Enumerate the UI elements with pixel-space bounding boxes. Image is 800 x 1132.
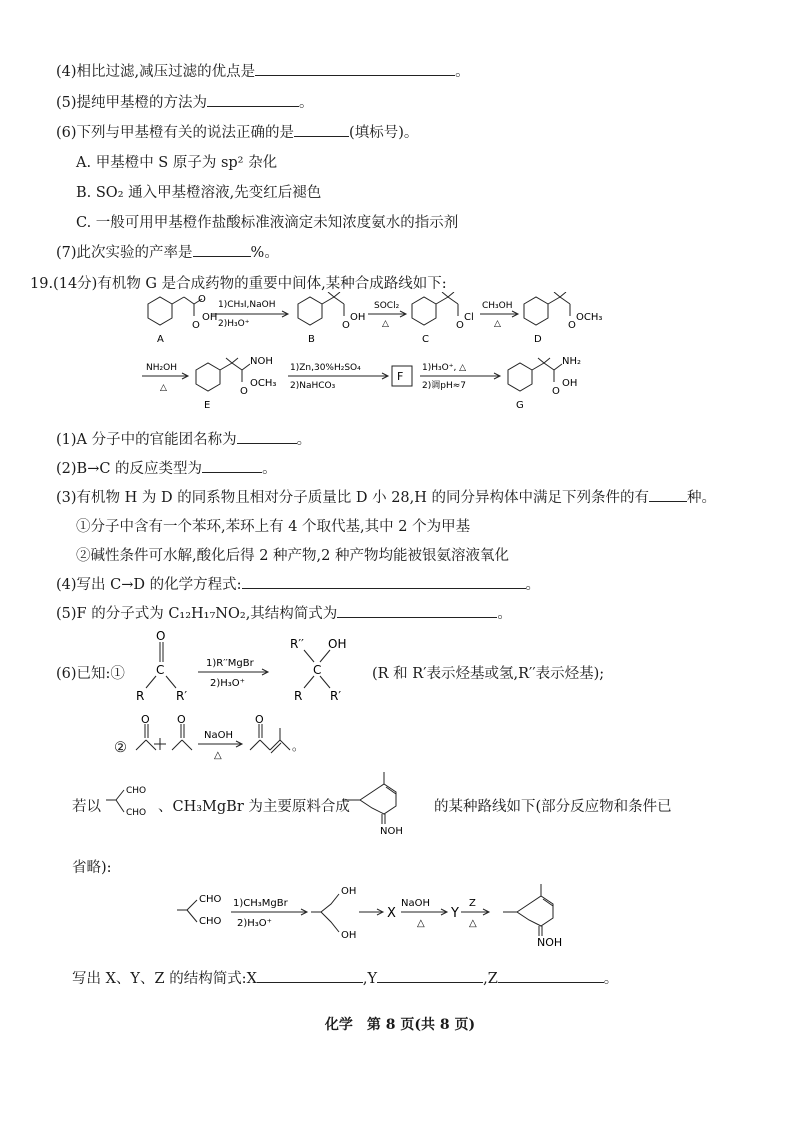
label-d: D xyxy=(534,334,542,345)
q19-sub6-if4: 省略): xyxy=(72,860,112,876)
route-cho-1: CHO xyxy=(199,894,222,905)
g-o: O xyxy=(552,386,560,397)
step2-heat: △ xyxy=(382,319,389,329)
route-heat-1: △ xyxy=(417,918,425,929)
alcohol-oh: OH xyxy=(328,637,347,651)
label-a: A xyxy=(157,334,164,345)
q19-sub6-if: 若以 xyxy=(72,799,101,815)
dialdehyde-cho-1: CHO xyxy=(126,786,147,796)
benzene-ring-a xyxy=(148,297,172,325)
step5-cond-2: 2)NaHCO₃ xyxy=(290,381,336,391)
q19-sub6-if3: 的某种路线如下(部分反应物和条件已 xyxy=(434,799,672,815)
c-o: O xyxy=(456,320,464,331)
step3-heat: △ xyxy=(494,319,501,329)
e-och3: OCH₃ xyxy=(250,378,277,389)
target-oxime-structure xyxy=(340,770,430,836)
label-b: B xyxy=(308,334,315,345)
box-f-label: F xyxy=(397,370,404,383)
dialdehyde-structure xyxy=(104,780,160,822)
label-e: E xyxy=(204,400,211,411)
route-cho-2: CHO xyxy=(199,916,222,927)
route-x: X xyxy=(387,906,396,921)
q19-final: 写出 X、Y、Z 的结构简式:X ,Y ,Z 。 xyxy=(72,967,618,988)
e-o: O xyxy=(240,386,248,397)
step1-cond-2: 2)H₃O⁺ xyxy=(218,319,250,329)
e-noh: NOH xyxy=(250,356,273,367)
step4-reagent: NH₂OH xyxy=(146,363,177,373)
q19-sub6-known: (6)已知:① xyxy=(56,666,125,682)
alcohol-rp: R′ xyxy=(330,689,342,703)
step6-cond-1: 1)H₃O⁺, △ xyxy=(422,363,467,373)
q19-sub6-note: (R 和 R′表示烃基或氢,R′′表示烃基); xyxy=(372,666,605,682)
route-cond-1: 1)CH₃MgBr xyxy=(233,898,288,909)
route-naoh: NaOH xyxy=(401,898,430,909)
acetone2-o: O xyxy=(177,714,186,726)
alcohol-r: R xyxy=(294,689,303,703)
g-nh2: NH₂ xyxy=(562,356,582,367)
q19-sub2: (2)B→C 的反应类型为 。 xyxy=(56,457,277,478)
b-oh: OH xyxy=(350,312,366,323)
q18-part5: (5)提纯甲基橙的方法为 。 xyxy=(56,91,314,112)
route-heat-2: △ xyxy=(469,918,477,929)
ketone-rp: R′ xyxy=(176,689,188,703)
a-carbonyl-o: O xyxy=(192,320,200,331)
step1-cond-1: 1)CH₃I,NaOH xyxy=(218,300,276,310)
g-oh: OH xyxy=(562,378,578,389)
aldol-heat: △ xyxy=(214,750,222,761)
product-o: O xyxy=(255,714,264,726)
label-g: G xyxy=(516,400,524,411)
q19-header: 19.(14分)有机物 G 是合成药物的重要中间体,某种合成路线如下: xyxy=(30,276,447,292)
ketone-c: C xyxy=(156,663,165,677)
q19-sub5: (5)F 的分子式为 C₁₂H₁₇NO₂,其结构简式为 。 xyxy=(56,602,512,623)
q18-option-b: B. SO₂ 通入甲基橙溶液,先变红后褪色 xyxy=(76,185,322,201)
route-y: Y xyxy=(451,906,459,921)
q19-sub1: (1)A 分子中的官能团名称为 。 xyxy=(56,428,311,449)
known-reaction-2 xyxy=(132,714,312,764)
q19-sub3: (3)有机物 H 为 D 的同系物且相对分子质量比 D 小 28,H 的同分异构体中满足下列条件的有 种。 xyxy=(56,486,716,507)
q19-sub6-if2: 、CH₃MgBr 为主要原料合成 xyxy=(158,799,350,815)
ketone-r: R xyxy=(136,689,145,703)
step6-cond-2: 2)调pH≈7 xyxy=(422,381,466,391)
q19-sub3-cond1: ①分子中含有一个苯环,苯环上有 4 个取代基,其中 2 个为甲基 xyxy=(76,519,471,535)
step3-reagent: CH₃OH xyxy=(482,301,513,311)
grignard-cond-2: 2)H₃O⁺ xyxy=(210,678,245,689)
q19-sub3-cond2: ②碱性条件可水解,酸化后得 2 种产物,2 种产物均能被银氨溶液氧化 xyxy=(76,548,509,564)
q18-option-a: A. 甲基橙中 S 原子为 sp² 杂化 xyxy=(76,155,278,171)
ketone-o: O xyxy=(156,629,166,643)
d-o: O xyxy=(568,320,576,331)
synthesis-route-xyz xyxy=(175,880,615,952)
route-cond-2: 2)H₃O⁺ xyxy=(237,918,272,929)
grignard-cond-1: 1)R′′MgBr xyxy=(206,658,254,669)
step2-reagent: SOCl₂ xyxy=(374,301,400,311)
aldol-end: 。 xyxy=(292,739,305,753)
synthesis-scheme-row2 xyxy=(138,356,698,412)
route-noh: NOH xyxy=(537,936,563,949)
benzene-ring-g xyxy=(508,363,532,391)
alcohol-rpp: R′′ xyxy=(290,637,304,651)
q19-sub4: (4)写出 C→D 的化学方程式: 。 xyxy=(56,573,540,594)
q18-part4: (4)相比过滤,减压过滤的优点是 。 xyxy=(56,60,470,81)
dialdehyde-cho-2: CHO xyxy=(126,808,147,818)
page-footer: 化学 第 8 页(共 8 页) xyxy=(324,1017,476,1033)
q18-option-c: C. 一般可用甲基橙作盐酸标准液滴定未知浓度氨水的指示剂 xyxy=(76,215,459,231)
route-diol-oh-2: OH xyxy=(341,930,357,941)
label-c: C xyxy=(422,334,429,345)
route-diol-oh-1: OH xyxy=(341,886,357,897)
benzene-ring-b xyxy=(298,297,322,325)
b-o: O xyxy=(342,320,350,331)
benzene-ring-e xyxy=(196,363,220,391)
q19-sub6-two: ② xyxy=(114,740,127,756)
alcohol-c: C xyxy=(313,663,322,677)
c-cl: Cl xyxy=(464,312,474,323)
d-och3: OCH₃ xyxy=(576,312,603,323)
a-oh: OH xyxy=(202,312,218,323)
q18-part6: (6)下列与甲基橙有关的说法正确的是 (填标号)。 xyxy=(56,121,418,142)
target-noh: NOH xyxy=(380,826,403,836)
synthesis-scheme-row1 xyxy=(130,292,690,350)
route-z-reagent: Z xyxy=(469,898,476,909)
benzene-ring-d xyxy=(524,297,548,325)
step5-cond-1: 1)Zn,30%H₂SO₄ xyxy=(290,363,361,373)
acetone1-o: O xyxy=(141,714,150,726)
known-reaction-1 xyxy=(130,628,370,708)
step4-heat: △ xyxy=(160,383,167,393)
a-o2: O xyxy=(198,294,206,305)
q18-part7: (7)此次实验的产率是 %。 xyxy=(56,241,279,262)
aldol-naoh: NaOH xyxy=(204,730,233,741)
benzene-ring-c xyxy=(412,297,436,325)
